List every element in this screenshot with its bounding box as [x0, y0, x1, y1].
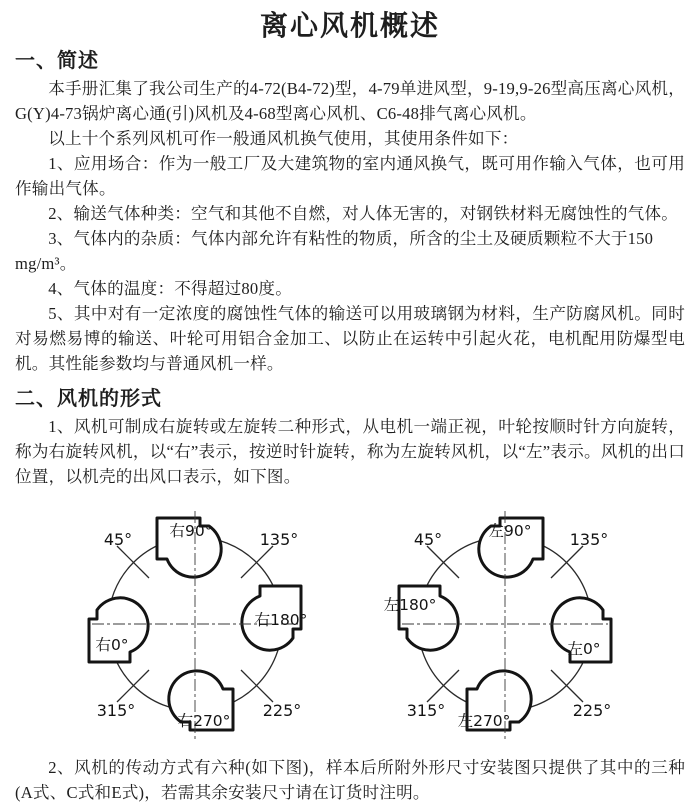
tick-nw: [117, 546, 149, 578]
volute-label-right: 左0°: [567, 640, 601, 658]
tick-nw: [427, 546, 459, 578]
condition-3-line2: mg/m³。: [15, 254, 77, 273]
right-rotation-svg: [50, 497, 340, 755]
tick-sw: [117, 670, 149, 702]
volute-label-top: 右90°: [169, 522, 213, 540]
angle-label-nw: 45°: [413, 530, 443, 549]
page-title: 离心风机概述: [259, 9, 440, 42]
volute-label-left: 左180°: [383, 596, 437, 614]
tick-se: [551, 670, 583, 702]
paragraph-condition-3: [15, 226, 685, 276]
tick-ne: [241, 546, 273, 578]
paragraph-rotation-forms: 1、风机可制成右旋转或左旋转二种形式，从电机一端正视，叶轮按顺时针方向旋转，称为右旋转风机，以“右”表示，按逆时针旋转，称为左旋转风机，以“左”表示。风机的出口位置，以机壳的出风口表示，如下图。: [15, 417, 685, 486]
section2-heading: 二、风机的形式: [15, 386, 162, 410]
volute-label-bottom: 右270°: [177, 712, 231, 730]
paragraph-usage-conditions: 以上十个系列风机可作一般通风机换气使用，其使用条件如下：: [48, 129, 519, 148]
paragraph-condition-2: 2、输送气体种类：空气和其他不自燃，对人体无害的，对钢铁材料无腐蚀性的气体。: [48, 204, 679, 223]
angle-label-sw: 315°: [96, 701, 136, 720]
volute-label-left: 右0°: [95, 636, 129, 654]
angle-label-se: 225°: [572, 701, 612, 720]
section1-heading: 一、简述: [15, 48, 99, 72]
tick-se: [241, 670, 273, 702]
tick-ne: [551, 546, 583, 578]
fan-orientation-diagrams: [50, 497, 685, 755]
paragraph-condition-4: 4、气体的温度：不得超过80度。: [48, 279, 292, 298]
paragraph-transmission: 2、风机的传动方式有六种(如下图)，样本后所附外形尺寸安装图只提供了其中的三种(A式、C式和E式)，若需其余安装尺寸请在订货时注明。: [15, 758, 685, 802]
condition-3-line1: 3、气体内的杂质：气体内部允许有粘性的物质，所含的尘土及硬质颗粒不大于150: [48, 229, 654, 248]
tick-sw: [427, 670, 459, 702]
diagram-left-rotation: [360, 497, 650, 755]
paragraph-condition-5: 5、其中对有一定浓度的腐蚀性气体的输送可以用玻璃钢为材料，生产防腐风机。同时对易燃易博的输送、叶轮可用铝合金加工、以防止在运转中引起火花，电机配用防爆型电机。其性能参数均与普通风机一样。: [15, 304, 685, 373]
volute-label-top: 左90°: [488, 522, 532, 540]
left-rotation-svg: [360, 497, 650, 755]
volute-label-bottom: 左270°: [457, 712, 511, 730]
paragraph-condition-1: 1、应用场合：作为一般工厂及大建筑物的室内通风换气，既可用作输入气体，也可用作输出气体。: [15, 154, 685, 198]
angle-label-ne: 135°: [259, 530, 299, 549]
angle-label-ne: 135°: [569, 530, 609, 549]
diagram-right-rotation: [50, 497, 340, 755]
angle-label-nw: 45°: [103, 530, 133, 549]
angle-label-se: 225°: [262, 701, 302, 720]
paragraph-overview: 本手册汇集了我公司生产的4-72(B4-72)型，4-79单进风型，9-19,9-26型高压离心风机，G(Y)4-73锅炉离心通(引)风机及4-68型离心风机、C6-48排气离心风机。: [15, 79, 685, 123]
angle-label-sw: 315°: [406, 701, 446, 720]
volute-label-right: 右180°: [254, 611, 308, 629]
